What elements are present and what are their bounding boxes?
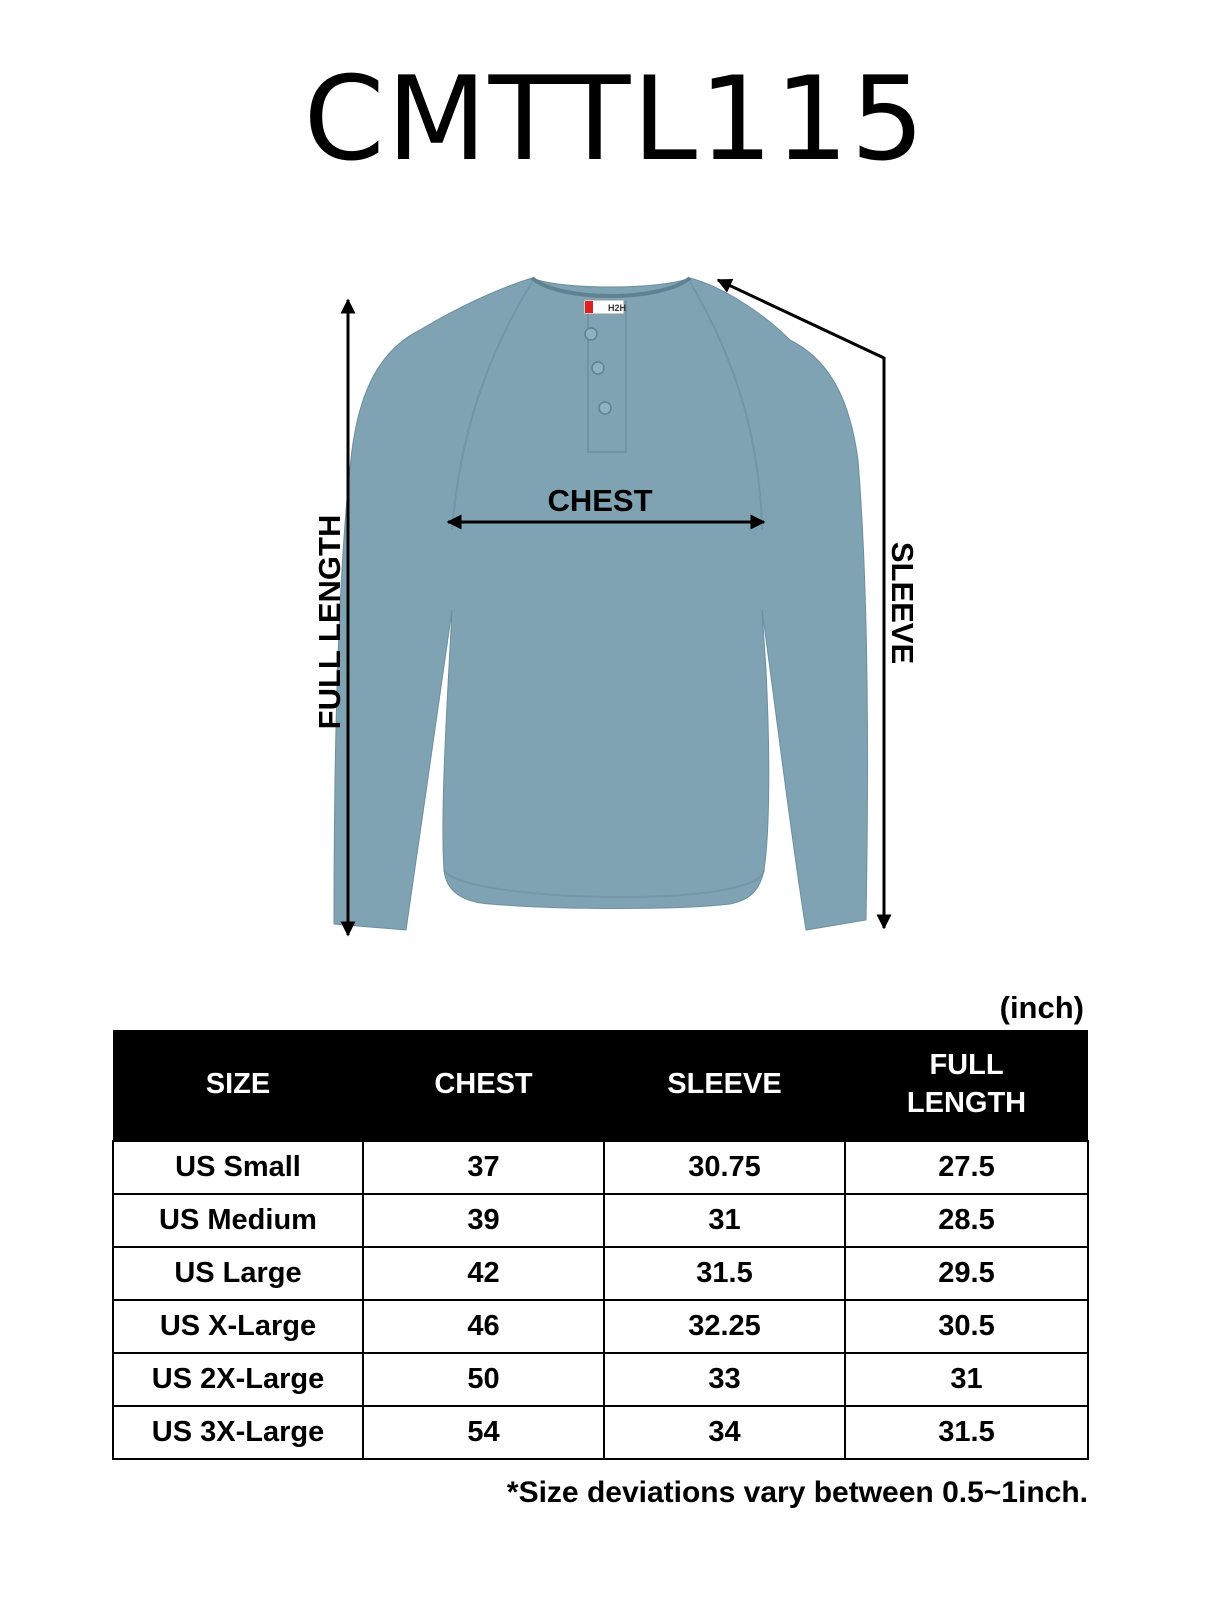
header-size: SIZE bbox=[113, 1030, 363, 1141]
size-deviation-note: *Size deviations vary between 0.5~1inch. bbox=[506, 1476, 1088, 1509]
cell-full-length: 31 bbox=[845, 1353, 1088, 1406]
cell-chest: 46 bbox=[363, 1300, 604, 1353]
shirt-diagram bbox=[0, 230, 1230, 960]
header-full-length bbox=[845, 1030, 1088, 1141]
cell-sleeve: 32.25 bbox=[604, 1300, 845, 1353]
cell-size: US Large bbox=[113, 1247, 363, 1300]
cell-chest: 54 bbox=[363, 1406, 604, 1459]
table-row bbox=[113, 1247, 1088, 1300]
cell-chest: 42 bbox=[363, 1247, 604, 1300]
table-row bbox=[113, 1141, 1088, 1194]
table-header-row bbox=[113, 1030, 1088, 1141]
cell-chest: 37 bbox=[363, 1141, 604, 1194]
cell-size: US 2X-Large bbox=[113, 1353, 363, 1406]
cell-sleeve: 34 bbox=[604, 1406, 845, 1459]
cell-sleeve: 31.5 bbox=[604, 1247, 845, 1300]
table-row bbox=[113, 1406, 1088, 1459]
shirt-label-text: H2H bbox=[608, 303, 627, 313]
cell-full-length: 27.5 bbox=[845, 1141, 1088, 1194]
unit-label: (inch) bbox=[999, 990, 1084, 1025]
cell-size: US X-Large bbox=[113, 1300, 363, 1353]
cell-size: US Medium bbox=[113, 1194, 363, 1247]
cell-sleeve: 33 bbox=[604, 1353, 845, 1406]
header-chest: CHEST bbox=[363, 1030, 604, 1141]
shirt-illustration bbox=[0, 230, 1230, 960]
cell-full-length: 30.5 bbox=[845, 1300, 1088, 1353]
shirt-body bbox=[334, 278, 868, 930]
header-full-length-text: FULL LENGTH bbox=[906, 1049, 1027, 1119]
page-title: CMTTL115 bbox=[303, 52, 927, 187]
cell-chest: 39 bbox=[363, 1194, 604, 1247]
cell-sleeve: 30.75 bbox=[604, 1141, 845, 1194]
cell-sleeve: 31 bbox=[604, 1194, 845, 1247]
cell-size: US Small bbox=[113, 1141, 363, 1194]
header-sleeve: SLEEVE bbox=[604, 1030, 845, 1141]
chest-label: CHEST bbox=[547, 483, 653, 518]
sleeve-label: SLEEVE bbox=[885, 541, 920, 665]
table-row bbox=[113, 1194, 1088, 1247]
table-row bbox=[113, 1353, 1088, 1406]
cell-full-length: 28.5 bbox=[845, 1194, 1088, 1247]
cell-full-length: 31.5 bbox=[845, 1406, 1088, 1459]
table-row bbox=[113, 1300, 1088, 1353]
cell-size: US 3X-Large bbox=[113, 1406, 363, 1459]
cell-full-length: 29.5 bbox=[845, 1247, 1088, 1300]
full-length-label: FULL LENGTH bbox=[312, 514, 347, 730]
cell-chest: 50 bbox=[363, 1353, 604, 1406]
size-chart-table bbox=[112, 1030, 1089, 1460]
